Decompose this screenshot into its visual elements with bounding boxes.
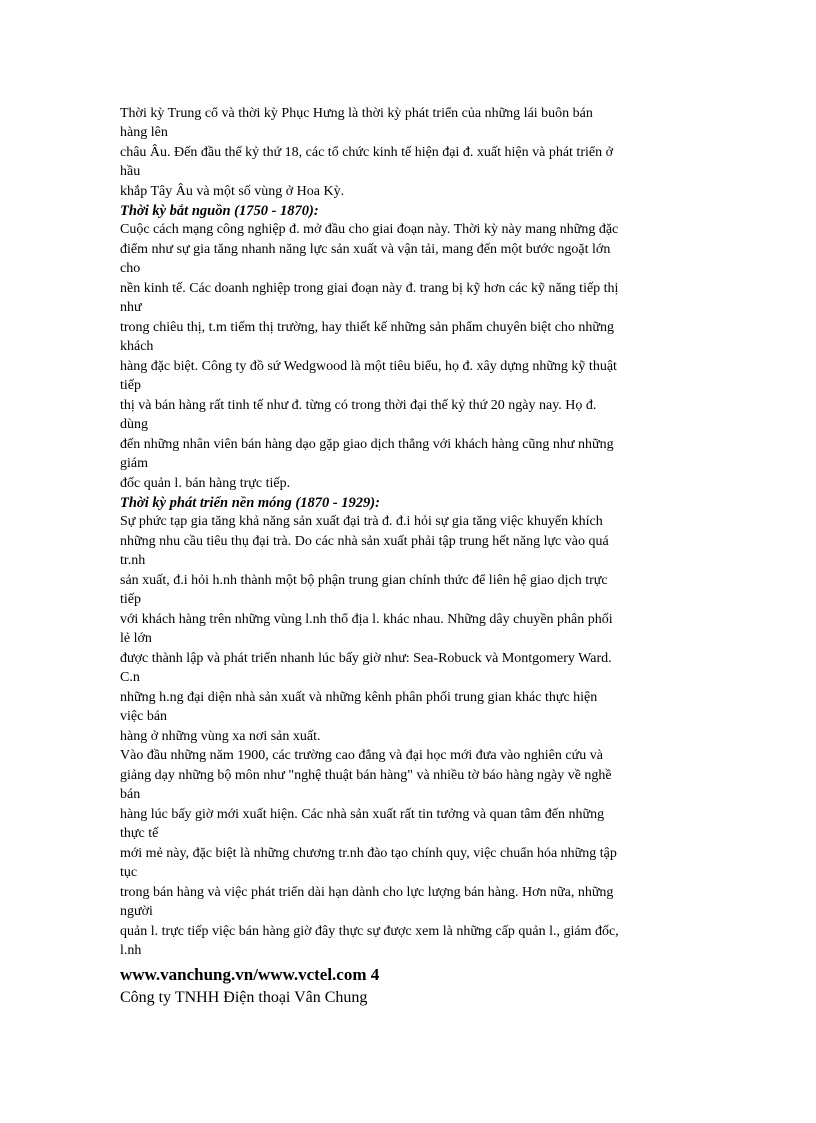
body-line: giám (120, 456, 148, 471)
body-line: bán (120, 787, 141, 802)
body-line: trong bán hàng và việc phát triển dài hạn dành cho lực lượng bán hàng. Hơn nữa, những (120, 885, 614, 900)
body-line: giảng dạy những bộ môn như "nghệ thuật bán hàng" và nhiều tờ báo hàng ngày về nghề (120, 768, 612, 783)
body-line: những h.ng đại diện nhà sản xuất và những kênh phân phối trung gian khác thực hiện (120, 690, 598, 705)
section-heading: Thời kỳ bắt nguồn (1750 - 1870): (120, 203, 319, 219)
body-line: hàng lên (120, 125, 168, 140)
body-line: trong chiêu thị, t.m tiếm thị trường, hay thiết kế những sản phẩm chuyên biệt cho những (120, 320, 615, 335)
body-line: hầu (120, 164, 141, 179)
body-line: khắp Tây Âu và một số vùng ở Hoa Kỳ. (120, 184, 345, 199)
body-line: cho (120, 261, 141, 276)
body-line: khách (120, 339, 154, 354)
body-line: tiếp (120, 592, 141, 607)
body-line: l.nh (120, 943, 142, 958)
body-line: châu Âu. Đến đầu thế kỷ thứ 18, các tổ chức kinh tế hiện đại đ. xuất hiện và phát triển ở (120, 145, 613, 160)
body-line: Vào đầu những năm 1900, các trường cao đẳng và đại học mới đưa vào nghiên cứu và (120, 748, 603, 763)
footer-company-name: Công ty TNHH Điện thoại Vân Chung (120, 989, 368, 1006)
body-line: người (120, 904, 153, 919)
body-line: tục (120, 865, 138, 880)
section-heading: Thời kỳ phát triển nền móng (1870 - 1929): (120, 495, 380, 511)
body-line: được thành lập và phát triển nhanh lúc bấy giờ như: Sea-Robuck và Montgomery Ward. (120, 651, 612, 666)
body-line: C.n (120, 670, 140, 685)
body-line: đốc quản l. bán hàng trực tiếp. (120, 476, 291, 491)
body-line: với khách hàng trên những vùng l.nh thổ địa l. khác nhau. Những dây chuyền phân phối (120, 612, 613, 627)
body-line: tiếp (120, 378, 141, 393)
body-line: nền kinh tế. Các doanh nghiệp trong giai đoạn này đ. trang bị kỹ hơn các kỹ năng tiếp thị (120, 281, 619, 296)
body-line: Cuộc cách mạng công nghiệp đ. mở đầu cho giai đoạn này. Thời kỳ này mang những đặc (120, 222, 619, 237)
footer-website: www.vanchung.vn/www.vctel.com 4 (120, 965, 380, 984)
body-line: việc bán (120, 709, 168, 724)
body-line: lẻ lớn (120, 631, 152, 646)
body-line: thị và bán hàng rất tinh tế như đ. từng có trong thời đại thế kỷ thứ 20 ngày nay. Họ đ. (120, 398, 597, 413)
body-line: tr.nh (120, 553, 146, 568)
body-line: như (120, 300, 142, 315)
body-line: hàng đặc biệt. Công ty đồ sứ Wedgwood là một tiêu biểu, họ đ. xây dựng những kỹ thuật (120, 359, 617, 374)
body-line: mới mẻ này, đặc biệt là những chương tr.nh đào tạo chính quy, việc chuẩn hóa những tập (120, 846, 617, 861)
body-line: điểm như sự gia tăng nhanh năng lực sản xuất và vận tải, mang đến một bước ngoặt lớn (120, 242, 611, 257)
body-line: quản l. trực tiếp việc bán hàng giờ đây thực sự được xem là những cấp quản l., giám đốc, (120, 924, 619, 939)
body-line: dùng (120, 417, 148, 432)
body-line: thực tế (120, 826, 159, 841)
body-line: Sự phức tạp gia tăng khả năng sản xuất đại trà đ. đ.i hỏi sự gia tăng việc khuyến khích (120, 514, 603, 529)
body-line: đến những nhân viên bán hàng dạo gặp giao dịch thẳng với khách hàng cũng như những (120, 437, 614, 452)
body-line: Thời kỳ Trung cổ và thời kỳ Phục Hưng là thời kỳ phát triển của những lái buôn bán (120, 106, 593, 121)
body-line: hàng ở những vùng xa nơi sản xuất. (120, 729, 321, 744)
body-line: những nhu cầu tiêu thụ đại trà. Do các nhà sản xuất phải tập trung hết năng lực vào quá (120, 534, 609, 549)
body-line: sản xuất, đ.i hỏi h.nh thành một bộ phận trung gian chính thức để liên hệ giao dịch trực (120, 573, 608, 588)
body-line: hàng lúc bấy giờ mới xuất hiện. Các nhà sản xuất rất tin tưởng và quan tâm đến những (120, 807, 605, 822)
